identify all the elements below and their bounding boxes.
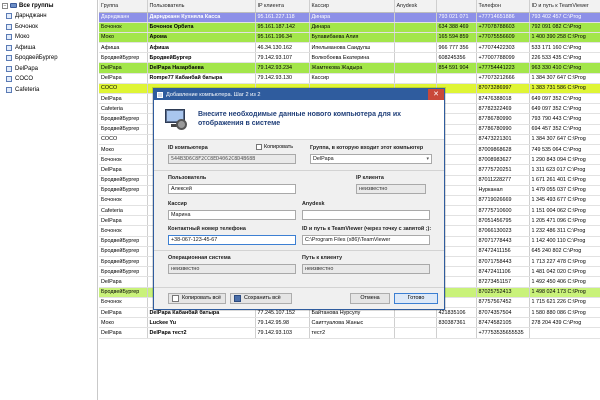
ip-label: IP клиента [356, 175, 384, 181]
cell-cashier: Кассир [309, 73, 394, 83]
copy-id-label: Копировать [264, 144, 294, 150]
group-icon [6, 55, 12, 61]
cell-ip: 95.161.227.118 [255, 12, 309, 22]
cell-teamviewer: 649 097 352 C:\Prog [529, 104, 600, 114]
cell-group: БродвейБургер [99, 124, 147, 134]
cell-phone: 87008983627 [476, 155, 529, 165]
cell-teamviewer: 1 492 450 406 C:\Prog [529, 277, 600, 287]
table-row[interactable] [99, 22, 600, 32]
checkbox-icon[interactable] [256, 144, 262, 150]
cell-user: Дарнджанн Кухняла Касса [147, 12, 255, 22]
dialog-form [154, 140, 444, 300]
cell-ip: 46.34.130.162 [255, 43, 309, 53]
client-path-label: Путь к клиенту [302, 255, 343, 261]
cell-teamviewer: 1 498 024 173 C:\Prog [529, 287, 600, 297]
cell-group: Моко [99, 32, 147, 42]
cell-group: Афиша [99, 43, 147, 53]
col-header-phone[interactable]: Телефон [476, 0, 529, 12]
ok-button[interactable]: Готово [394, 293, 438, 304]
cell-group: Бочонок [99, 297, 147, 307]
cell-group: Cafeteria [99, 104, 147, 114]
cell-cashier: Жамтекова Жадыра [309, 63, 394, 73]
cell-group: DelPapa [99, 307, 147, 317]
cell-phone: 87025752413 [476, 287, 529, 297]
cell-group: Бочонок [99, 195, 147, 205]
cell-phone: 87474582105 [476, 318, 529, 328]
table-row[interactable] [99, 12, 600, 22]
cell-teamviewer: 792 091 082 C:\Prog [529, 22, 600, 32]
cell-teamviewer [529, 328, 600, 338]
cell-anydesk [394, 12, 436, 22]
cell-phone: +77073212666 [476, 73, 529, 83]
cell-cashier: Ипельманова Саидулш [309, 43, 394, 53]
cell-user: БродвейБургер [147, 53, 255, 63]
cell-teamviewer: 749 535 064 C:\Prog [529, 144, 600, 154]
os-label: Операционная система [168, 255, 231, 261]
group-icon [6, 24, 12, 30]
tree-item-label: Cafeteria [15, 86, 40, 93]
cell-teamviewer: 793 402 457 C:\Prog [529, 12, 600, 22]
table-row[interactable] [99, 43, 600, 53]
cell-anydesk-id: 854 591 904 [436, 63, 476, 73]
ip-field[interactable]: неизвестно [356, 184, 426, 194]
cell-phone: 87473221301 [476, 134, 529, 144]
group-tree [0, 0, 98, 400]
tree-item[interactable] [0, 22, 97, 33]
cell-teamviewer: 645 240 802 C:\Prog [529, 246, 600, 256]
tree-root-label: Все группы [19, 2, 54, 9]
os-field[interactable]: неизвестно [168, 264, 296, 274]
cell-phone: 87782322469 [476, 104, 529, 114]
cell-group: DelPapa [99, 94, 147, 104]
cell-phone: 87011228277 [476, 175, 529, 185]
close-icon[interactable]: ✕ [428, 89, 444, 100]
cell-anydesk [394, 32, 436, 42]
cell-anydesk-id: 421835106 [436, 307, 476, 317]
cell-teamviewer: 1 713 227 478 C:\Prog [529, 257, 600, 267]
copy-icon [172, 295, 179, 302]
collapse-icon[interactable]: − [3, 2, 7, 9]
cell-phone: +77075556609 [476, 32, 529, 42]
cell-cashier: Волкобоева Екатерина [309, 53, 394, 63]
copy-all-label: Копировать всё [182, 295, 222, 301]
tree-item[interactable] [0, 53, 97, 64]
cell-ip: 79.142.93.234 [255, 63, 309, 73]
cell-phone: 87472411156 [476, 246, 529, 256]
cell-phone: 87009868628 [476, 144, 529, 154]
cell-phone: 87071778443 [476, 236, 529, 246]
save-all-label: Сохранить всё [244, 295, 281, 301]
id-label: ID компьютера [168, 145, 208, 151]
cell-anydesk [394, 22, 436, 32]
group-select[interactable] [310, 154, 432, 164]
cell-teamviewer: 1 671 261 401 C:\Prog [529, 175, 600, 185]
cell-phone: 87786780990 [476, 124, 529, 134]
cell-group: БродвейБургер [99, 236, 147, 246]
cell-group: БродвейБургер [99, 257, 147, 267]
cell-teamviewer: 1 479 055 037 C:\Prog [529, 185, 600, 195]
cell-ip: 79.142.95.98 [255, 318, 309, 328]
cell-ip: 77.245.107.152 [255, 307, 309, 317]
cell-anydesk-id [436, 73, 476, 83]
table-row[interactable] [99, 73, 600, 83]
cell-teamviewer: 1 383 731 586 C:\Prog [529, 83, 600, 93]
save-all-button[interactable] [230, 293, 292, 304]
col-header-anydesk[interactable]: Anydesk [394, 0, 436, 12]
tree-item-label: DelPapa [15, 65, 39, 72]
cell-phone: 87476388018 [476, 94, 529, 104]
cell-teamviewer: 1 715 621 226 C:\Prog [529, 297, 600, 307]
tree-item[interactable] [0, 74, 97, 85]
dialog-header [154, 100, 444, 140]
cell-teamviewer: 1 400 390 258 C:\Prog [529, 32, 600, 42]
phone-input[interactable]: +38-067-123-45-67 [168, 235, 296, 245]
cell-teamviewer: 226 533 435 C:\Prog [529, 53, 600, 63]
col-header-group[interactable]: Группа [99, 0, 147, 12]
cell-teamviewer: 1 384 307 647 C:\Prog [529, 134, 600, 144]
cell-phone: 87472411106 [476, 267, 529, 277]
cell-group: Моко [99, 144, 147, 154]
add-computer-dialog [153, 88, 445, 310]
dialog-footer [154, 287, 444, 309]
cashier-input[interactable]: Марина [168, 210, 296, 220]
cell-teamviewer: 1 345 493 677 C:\Prog [529, 195, 600, 205]
cell-teamviewer: 1 311 623 017 C:\Prog [529, 165, 600, 175]
cell-group: БродвейБургер [99, 185, 147, 195]
separator [154, 250, 444, 251]
table-row[interactable] [99, 318, 600, 328]
user-label: Пользователь [168, 175, 207, 181]
anydesk-label: Anydesk [302, 201, 325, 207]
cell-ip: 79.142.93.107 [255, 53, 309, 63]
cashier-label: Кассир [168, 201, 187, 207]
tree-item-label: БродвейБургер [15, 55, 58, 62]
tree-item[interactable] [0, 11, 97, 22]
cell-phone: 87074357504 [476, 307, 529, 317]
col-header-ip[interactable]: IP клиента [255, 0, 309, 12]
cell-group: COCO [99, 83, 147, 93]
group-select-value: DelPapa [313, 156, 334, 162]
cell-phone: 87719026669 [476, 195, 529, 205]
cell-anydesk [394, 73, 436, 83]
table-row[interactable] [99, 63, 600, 73]
dialog-title: Добавление компьютера. Шаг 2 из 2 [166, 91, 261, 98]
cell-teamviewer: 1 290 843 094 C:\Prog [529, 155, 600, 165]
cell-group: БродвейБургер [99, 267, 147, 277]
tree-item-label: Афиша [15, 44, 36, 51]
cell-teamviewer: 1 232 486 311 C:\Prog [529, 226, 600, 236]
cell-phone: Нурканал [476, 185, 529, 195]
cell-group: DelPapa [99, 216, 147, 226]
cell-teamviewer: 1 580 880 086 C:\Prog [529, 307, 600, 317]
copy-id-checkbox[interactable] [256, 144, 293, 150]
copy-all-button[interactable] [168, 293, 226, 304]
tree-item-label: Моко [15, 34, 30, 41]
group-icon [6, 34, 12, 40]
cell-phone: 87051456795 [476, 216, 529, 226]
cell-group: DelPapa [99, 73, 147, 83]
tree-item[interactable] [0, 43, 97, 54]
col-header-spacer [436, 0, 476, 12]
cell-group: DelPapa [99, 277, 147, 287]
cell-teamviewer: 1 205 471 096 C:\Prog [529, 216, 600, 226]
tree-item-label: COCO [15, 76, 33, 83]
cell-group: DelPapa [99, 63, 147, 73]
cell-group: БродвейБургер [99, 53, 147, 63]
dialog-heading: Внесите необходимые данные нового компьютера для их отображения в системе [198, 111, 402, 127]
cell-cashier: тест2 [309, 328, 394, 338]
cell-user: Афиша [147, 43, 255, 53]
cell-user: Бочонок Орбита [147, 22, 255, 32]
cell-teamviewer: 1 142 400 110 C:\Prog [529, 236, 600, 246]
cell-teamviewer: 649 097 352 C:\Prog [529, 94, 600, 104]
col-header-user[interactable]: Пользователь [147, 0, 255, 12]
user-input[interactable]: Алексей [168, 184, 296, 194]
cell-cashier: Саиттуалова Жаныс [309, 318, 394, 328]
cell-user: DelPapa Кабанбай батыра [147, 307, 255, 317]
col-header-cashier[interactable]: Кассир [309, 0, 394, 12]
cell-anydesk [394, 53, 436, 63]
cell-anydesk-id: 966 777 356 [436, 43, 476, 53]
tree-item-label: Бочонок [15, 23, 38, 30]
cell-group: Бочонок [99, 226, 147, 236]
cancel-button[interactable]: Отмена [350, 293, 390, 304]
cell-group: БродвейБургер [99, 246, 147, 256]
tree-item-label: Дарнджанн [15, 13, 47, 20]
cell-phone: +77007788099 [476, 53, 529, 63]
group-icon [6, 45, 12, 51]
client-path-field[interactable]: неизвестно [302, 264, 430, 274]
group-label: Группа, в которую входит этот компьютер [310, 145, 424, 151]
cell-phone: 87273451157 [476, 277, 529, 287]
cell-user: Арома [147, 32, 255, 42]
tree-item[interactable] [0, 85, 97, 96]
cell-teamviewer: 1 151 004 062 C:\Prog [529, 206, 600, 216]
cell-ip: 79.142.93.130 [255, 73, 309, 83]
save-icon [234, 295, 241, 302]
cell-group: Cafeteria [99, 206, 147, 216]
cell-group: DelPapa [99, 328, 147, 338]
cell-anydesk-id: 634 388 469 [436, 22, 476, 32]
cell-group: Бочонок [99, 22, 147, 32]
cell-anydesk [394, 328, 436, 338]
folder-icon [10, 3, 17, 8]
cell-group: COCO [99, 134, 147, 144]
cell-group: Бочонок [99, 155, 147, 165]
teamviewer-input[interactable]: C:\Program Files (x86)\TeamViewer [302, 235, 430, 245]
cell-teamviewer: 278 204 439 C:\Prog [529, 318, 600, 328]
group-icon [6, 66, 12, 72]
cell-group: БродвейБургер [99, 175, 147, 185]
cell-phone: 87786780990 [476, 114, 529, 124]
app-icon [157, 92, 163, 98]
cell-user: DelPapa тест2 [147, 328, 255, 338]
table-row[interactable] [99, 53, 600, 63]
cell-group: Моко [99, 318, 147, 328]
cell-phone: 87073286997 [476, 83, 529, 93]
cell-ip: 95.161.187.142 [255, 22, 309, 32]
cell-anydesk-id: 165 594 859 [436, 32, 476, 42]
computer-settings-icon [162, 108, 188, 132]
cell-teamviewer: 1 384 307 647 C:\Prog [529, 73, 600, 83]
cell-user: DelPapa Назарбаева [147, 63, 255, 73]
cell-anydesk-id: 608245356 [436, 53, 476, 63]
cell-phone: +77078788603 [476, 22, 529, 32]
computer-id-field[interactable]: 544B3D6C8F2CC8ED4062C8D4B68B [168, 154, 296, 164]
cell-anydesk [394, 318, 436, 328]
tree-item[interactable] [0, 64, 97, 75]
cell-anydesk [394, 43, 436, 53]
phone-label: Контактный номер телефона [168, 226, 246, 232]
cell-phone: +77754441223 [476, 63, 529, 73]
cell-phone: 87071758443 [476, 257, 529, 267]
cell-user: Rompe77 Кабанбай батыра [147, 73, 255, 83]
cell-teamviewer: 1 481 042 020 C:\Prog [529, 267, 600, 277]
anydesk-input[interactable] [302, 210, 430, 220]
cell-anydesk-id: 793 021 071 [436, 12, 476, 22]
cell-ip: 79.142.93.103 [255, 328, 309, 338]
cell-phone: 87757567452 [476, 297, 529, 307]
cell-user: Luckee Yu [147, 318, 255, 328]
tree-item[interactable] [0, 32, 97, 43]
cell-ip: 95.161.196.34 [255, 32, 309, 42]
cell-group: БродвейБургер [99, 114, 147, 124]
cell-teamviewer: 694 457 352 C:\Prog [529, 124, 600, 134]
cell-group: DelPapa [99, 165, 147, 175]
cell-phone: 87775720251 [476, 165, 529, 175]
table-header-row [99, 0, 600, 12]
cell-phone: +77074422303 [476, 43, 529, 53]
cell-anydesk [394, 63, 436, 73]
cell-cashier: Булавибаева Алия [309, 32, 394, 42]
cell-teamviewer: 963 330 410 C:\Prog [529, 63, 600, 73]
cell-phone: 87066130023 [476, 226, 529, 236]
cell-group: Дарнджанн [99, 12, 147, 22]
chevron-down-icon[interactable]: ▾ [426, 156, 429, 162]
cell-anydesk-id: 830387361 [436, 318, 476, 328]
col-header-teamviewer[interactable]: ID и путь к TeamViewer [529, 0, 600, 12]
separator [154, 170, 444, 171]
tree-root[interactable] [0, 0, 97, 11]
cell-group: БродвейБургер [99, 287, 147, 297]
teamviewer-label: ID и путь к TeamViewer (через точку с запятой ;): [302, 226, 432, 232]
cell-phone: 87775710600 [476, 206, 529, 216]
dialog-title-bar[interactable] [154, 89, 444, 100]
cell-cashier: Динара [309, 12, 394, 22]
cell-cashier: Динара [309, 22, 394, 32]
group-icon [6, 87, 12, 93]
cell-anydesk-id [436, 328, 476, 338]
table-row[interactable] [99, 32, 600, 42]
group-icon [6, 76, 12, 82]
group-icon [6, 13, 12, 19]
cell-phone: +77753535655535 [476, 328, 529, 338]
cell-cashier: Байтанова Нурсулу [309, 307, 394, 317]
table-row[interactable] [99, 328, 600, 338]
cell-phone: +77714651886 [476, 12, 529, 22]
cell-teamviewer: 533 171 160 C:\Prog [529, 43, 600, 53]
cell-teamviewer: 793 790 443 C:\Prog [529, 114, 600, 124]
